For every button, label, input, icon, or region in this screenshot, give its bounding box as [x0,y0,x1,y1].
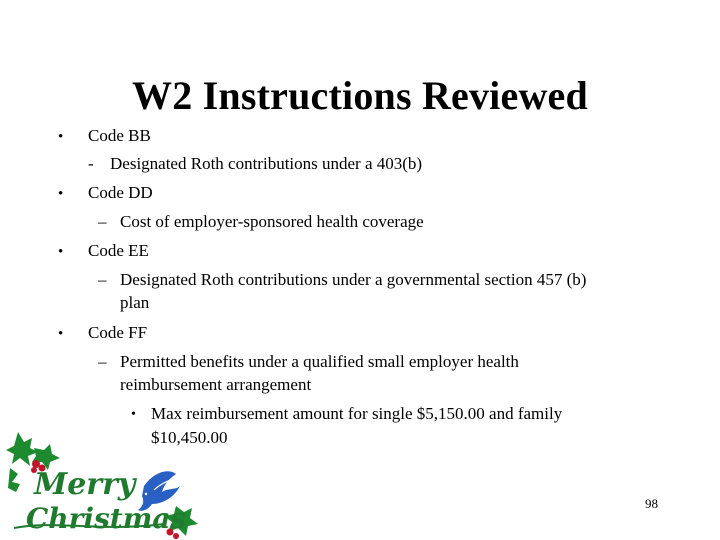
decoration-christmas-text: Christmas [26,502,187,535]
sub-marker: – [98,352,107,371]
decoration-merry-text: Merry [34,467,136,502]
sub-item-code-ee-line1: Designated Roth contributions under a governmental section 457 (b) [120,270,587,289]
page-number: 98 [645,496,658,511]
merry-christmas-decoration [4,428,204,540]
bullet-code-ee: Code EE [88,241,149,260]
slide-title: W2 Instructions Reviewed [132,73,588,118]
sub-sub-marker: • [131,407,136,422]
sub-sub-item-max-reimbursement-line1: Max reimbursement amount for single $5,150.00 and family [151,404,563,423]
bullet-code-dd: Code DD [88,183,153,202]
bullet-icon: • [58,326,64,342]
sub-marker: - [88,154,94,173]
bullet-code-ff: Code FF [88,323,148,342]
sub-item-code-dd: Cost of employer-sponsored health coverage [120,212,424,231]
bullet-icon: • [58,186,64,202]
bullet-icon: • [58,244,64,260]
sub-item-code-ff-line2: reimbursement arrangement [120,375,312,394]
bullet-icon: • [58,129,64,145]
bullet-code-bb: Code BB [88,126,151,145]
sub-item-code-ee-line2: plan [120,293,150,312]
sub-item-code-ff-line1: Permitted benefits under a qualified small employer health [120,352,519,371]
sub-sub-item-max-reimbursement-line2: $10,450.00 [151,428,228,447]
sub-marker: – [98,270,107,289]
sub-marker: – [98,212,107,231]
sub-item-code-bb: Designated Roth contributions under a 403(b) [110,154,423,173]
